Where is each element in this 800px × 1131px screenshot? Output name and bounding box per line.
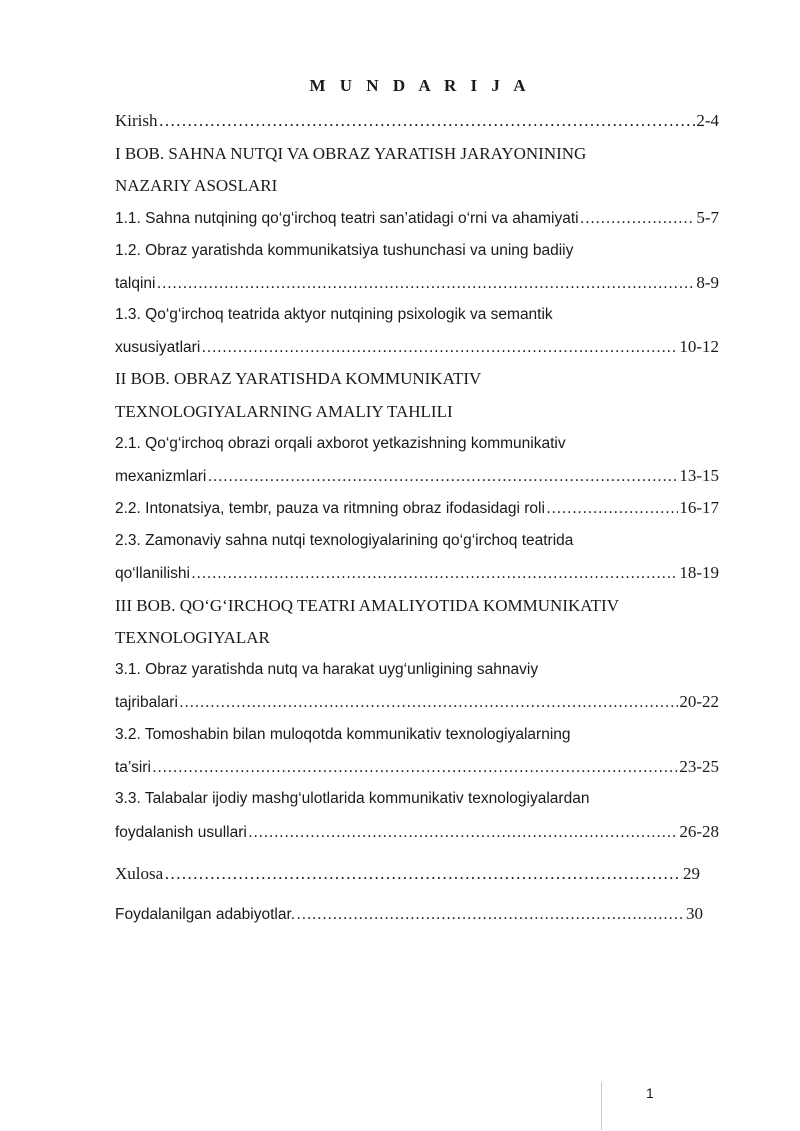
toc-entry-3-1-first-line: 3.1. Obraz yaratishda nutq va harakat uyg‘unligining sahnaviy — [115, 661, 539, 678]
toc-entry-3-3-first-line: 3.3. Talabalar ijodiy mashg‘ulotlarida kommunikativ texnologiyalardan — [115, 790, 590, 807]
toc-entry-1-3 — [115, 337, 719, 358]
toc-entry-3-2 — [115, 757, 719, 778]
toc-chapter-2-heading: II BOB. OBRAZ YARATISHDA KOMMUNIKATIV — [115, 369, 482, 388]
toc-entry-label: talqini — [115, 275, 156, 292]
toc-entry-2-3 — [115, 563, 719, 584]
toc-entry-label: xususiyatlari — [115, 339, 201, 356]
toc-entry-1-3-first-line: 1.3. Qo‘g‘irchoq teatrida aktyor nutqining psixologik va semantik — [115, 306, 553, 323]
toc-leader-dots — [248, 823, 679, 843]
toc-entry-3-1 — [115, 692, 719, 713]
toc-page-number: 18-19 — [679, 563, 719, 582]
toc-entry-label: Xulosa — [115, 864, 164, 883]
toc-entry-1-2 — [115, 273, 719, 294]
toc-entry-3-3 — [115, 822, 719, 843]
toc-page-number: 8-9 — [696, 273, 719, 292]
footer-divider — [601, 1082, 602, 1130]
toc-entry-label: tajribalari — [115, 694, 178, 711]
toc-leader-dots — [159, 111, 696, 131]
toc-chapter-1-heading: I BOB. SAHNA NUTQI VA OBRAZ YARATISH JARAYONINING — [115, 144, 587, 163]
document-title: M U N D A R I J A — [309, 76, 531, 95]
toc-entry-2-3-first-line: 2.3. Zamonaviy sahna nutqi texnologiyalarining qo‘g‘irchoq teatrida — [115, 532, 574, 549]
toc-page-number: 20-22 — [679, 692, 719, 711]
toc-entry-2-2 — [115, 498, 719, 519]
toc-page-number: 26-28 — [679, 822, 719, 841]
toc-entry-intro — [115, 111, 719, 131]
toc-page-number: 29 — [683, 864, 700, 883]
toc-entry-2-1 — [115, 466, 719, 487]
toc-entry-conclusion — [115, 864, 700, 884]
toc-page-number: 2-4 — [696, 111, 719, 130]
toc-leader-dots — [164, 864, 682, 884]
toc-chapter-2-heading-cont: TEXNOLOGIYALARNING AMALIY TAHLILI — [115, 402, 453, 421]
toc-entry-label: Kirish — [115, 111, 158, 130]
toc-entry-2-1-first-line: 2.1. Qo‘g‘irchoq obrazi orqali axborot yetkazishning kommunikativ — [115, 435, 566, 452]
toc-page-number: 23-25 — [679, 757, 719, 776]
toc-chapter-3-heading-cont: TEXNOLOGIYALAR — [115, 628, 270, 647]
toc-leader-dots — [546, 499, 678, 519]
toc-entry-label: foydalanish usullari — [115, 824, 247, 841]
toc-entry-label: ta’siri — [115, 759, 151, 776]
toc-entry-references — [115, 904, 703, 925]
toc-page-number: 16-17 — [679, 498, 719, 517]
toc-entry-label: qo‘llanilishi — [115, 565, 190, 582]
toc-page-number: 10-12 — [679, 337, 719, 356]
toc-chapter-3-heading: III BOB. QO‘G‘IRCHOQ TEATRI AMALIYOTIDA KOMMUNIKATIV — [115, 596, 619, 615]
toc-entry-label: mexanizmlari — [115, 468, 207, 485]
toc-leader-dots — [157, 274, 696, 294]
toc-entry-label: 1.1. Sahna nutqining qo‘g‘irchoq teatri san’atidagi o‘rni va ahamiyati — [115, 210, 579, 227]
toc-leader-dots — [580, 209, 696, 229]
toc-leader-dots — [201, 338, 678, 358]
page-number: 1 — [646, 1085, 654, 1101]
toc-page-number: 13-15 — [679, 466, 719, 485]
toc-entry-1-2-first-line: 1.2. Obraz yaratishda kommunikatsiya tushunchasi va uning badiiy — [115, 242, 574, 259]
toc-entry-3-2-first-line: 3.2. Tomoshabin bilan muloqotda kommunikativ texnologiyalarning — [115, 726, 571, 743]
toc-page-number: 5-7 — [696, 208, 719, 227]
toc-page-number: 30 — [686, 904, 703, 923]
toc-chapter-1-heading-cont: NAZARIY ASOSLARI — [115, 176, 278, 195]
toc-leader-dots — [207, 467, 678, 487]
toc-entry-label: Foydalanilgan adabiyotlar. — [115, 906, 296, 923]
toc-entry-1-1 — [115, 208, 719, 229]
toc-leader-dots — [191, 564, 678, 584]
toc-entry-label: 2.2. Intonatsiya, tembr, pauza va ritmning obraz ifodasidagi roli — [115, 500, 545, 517]
toc-leader-dots — [179, 693, 678, 713]
toc-leader-dots — [152, 758, 678, 778]
toc-leader-dots — [296, 905, 685, 925]
